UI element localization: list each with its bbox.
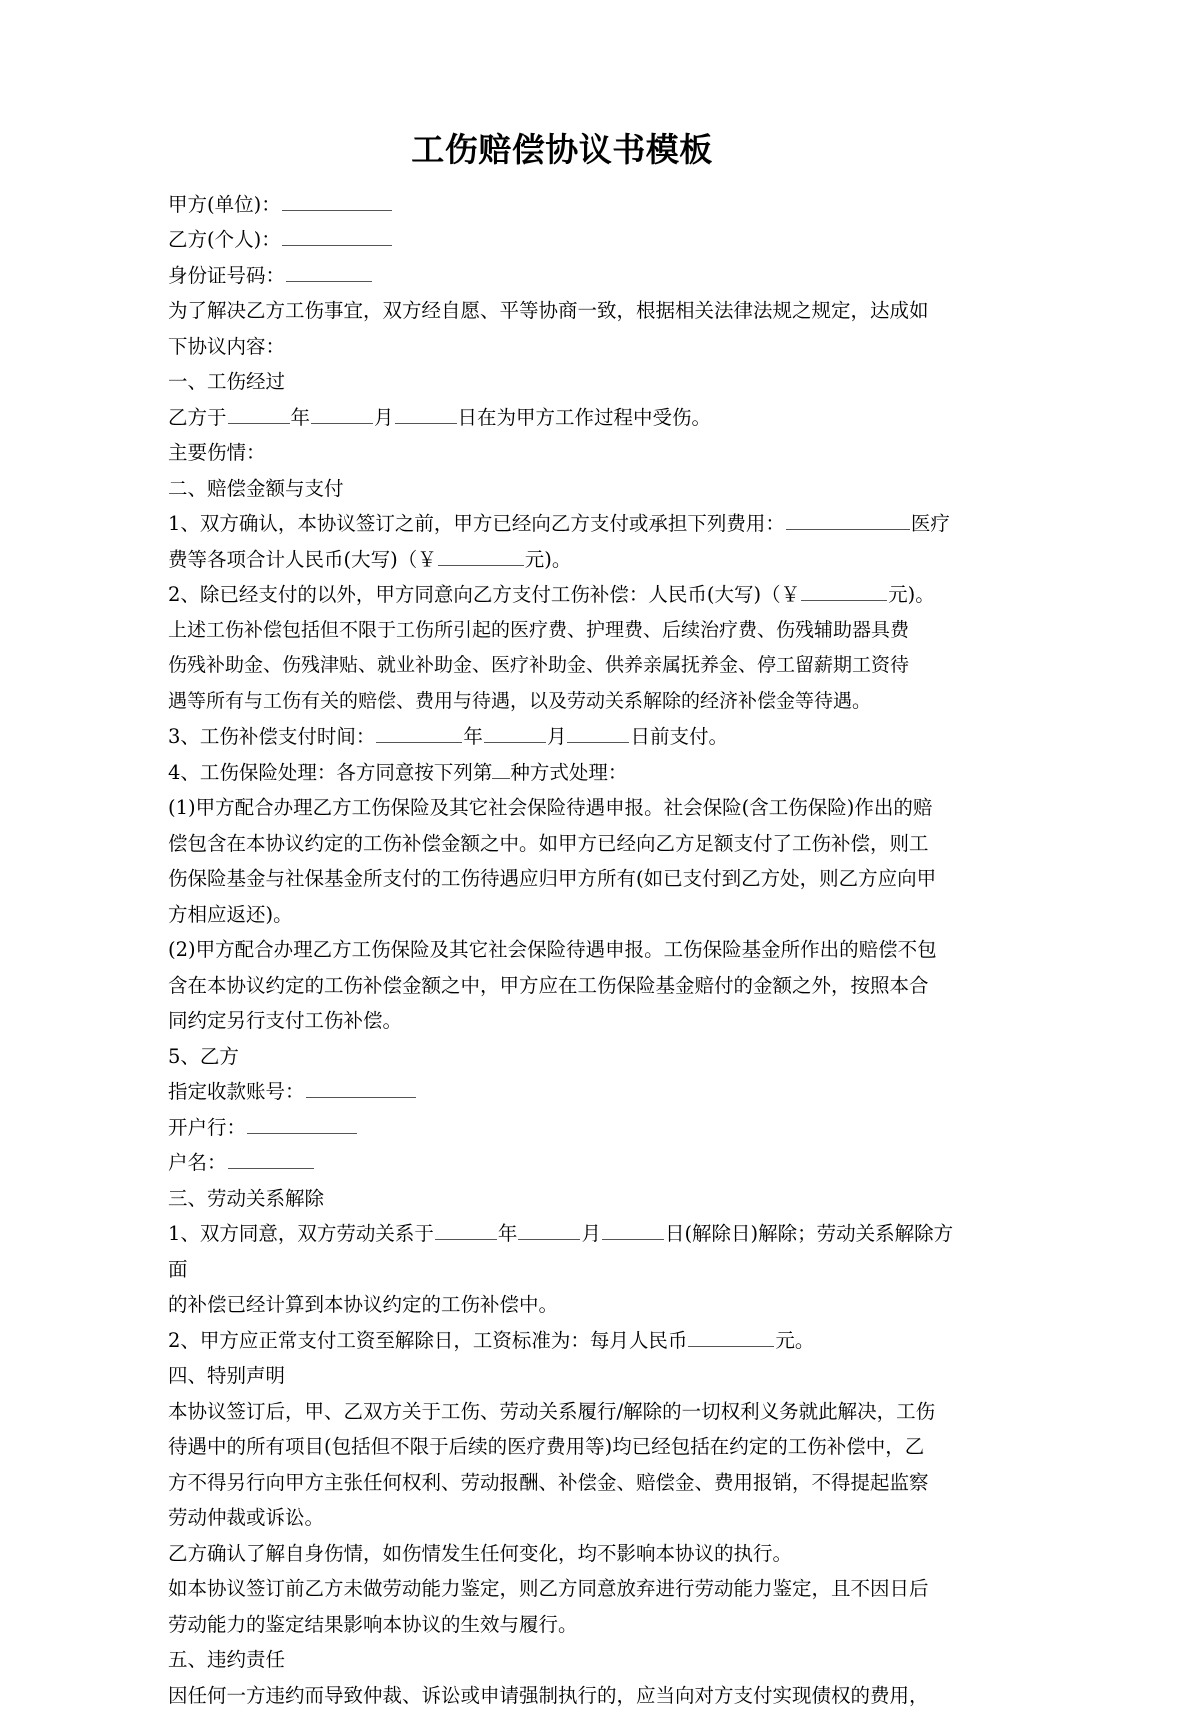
fill-in-blank[interactable] xyxy=(286,261,372,282)
text-run: 1、双方同意，双方劳动关系于 xyxy=(168,1222,434,1246)
text-run: 指定收款账号： xyxy=(168,1080,305,1104)
doc-line-id-number xyxy=(168,258,956,294)
text-run: 同约定另行支付工伤补偿。 xyxy=(168,1009,403,1033)
fill-in-blank[interactable] xyxy=(395,403,457,424)
doc-line-sec-4-p3-a xyxy=(168,1571,956,1607)
text-run: 如本协议签订前乙方未做劳动能力鉴定，则乙方同意放弃进行劳动能力鉴定，且不因日后 xyxy=(168,1577,929,1601)
text-run: 医疗 xyxy=(910,512,950,536)
text-run: 4、工伤保险处理：各方同意按下列第 xyxy=(168,760,493,784)
doc-line-sec-4-p1-d xyxy=(168,1500,956,1536)
fill-in-blank[interactable] xyxy=(306,1077,416,1098)
text-run: 户名： xyxy=(168,1151,227,1175)
doc-line-sec-4-p3-b xyxy=(168,1607,956,1643)
doc-line-sec-5-p1 xyxy=(168,1678,956,1713)
doc-line-sec-3-item2 xyxy=(168,1323,956,1359)
text-run: 元。 xyxy=(775,1328,815,1352)
document-text-block xyxy=(168,187,956,1713)
fill-in-blank[interactable] xyxy=(228,403,290,424)
text-run: (1)甲方配合办理乙方工伤保险及其它社会保险待遇申报。社会保险(含工伤保险)作出的赔 xyxy=(168,796,933,820)
text-run: 待遇中的所有项目(包括但不限于后续的医疗费用等)均已经包括在约定的工伤补偿中，乙 xyxy=(168,1435,925,1459)
doc-line-sec-3-item1-b xyxy=(168,1287,956,1323)
text-run: 主要伤情： xyxy=(168,441,266,465)
text-run: 方相应返还)。 xyxy=(168,902,293,926)
doc-line-opt2-c xyxy=(168,1003,956,1039)
text-run: 年 xyxy=(290,405,311,429)
text-run: 上述工伤补偿包括但不限于工伤所引起的医疗费、护理费、后续治疗费、伤残辅助器具费 xyxy=(168,618,910,641)
text-run: 三、劳动关系解除 xyxy=(168,1186,325,1210)
doc-line-opt1-a xyxy=(168,790,956,826)
text-run: 元)。 xyxy=(888,583,935,607)
text-run: 乙方确认了解自身伤情，如伤情发生任何变化，均不影响本协议的执行。 xyxy=(168,1541,793,1565)
text-run: 身份证号码： xyxy=(168,263,286,287)
fill-in-blank[interactable] xyxy=(282,225,392,246)
doc-line-opt1-b xyxy=(168,826,956,862)
fill-in-blank[interactable] xyxy=(376,722,462,743)
text-run: 一、工伤经过 xyxy=(168,370,286,394)
text-run: 乙方(个人)： xyxy=(168,228,281,252)
fill-in-blank[interactable] xyxy=(228,1148,314,1169)
doc-line-opt2-b xyxy=(168,968,956,1004)
doc-line-sec-2-item2-a xyxy=(168,577,956,613)
text-run: 的补偿已经计算到本协议约定的工伤补偿中。 xyxy=(168,1293,559,1317)
text-run: 本协议签订后，甲、乙双方关于工伤、劳动关系履行/解除的一切权利义务就此解决，工伤 xyxy=(168,1399,936,1423)
doc-line-sec-3-heading xyxy=(168,1181,956,1217)
text-run: 费等各项合计人民币(大写)（￥ xyxy=(168,547,437,571)
text-run: 为了解决乙方工伤事宜，双方经自愿、平等协商一致，根据相关法律法规之规定，达成如 xyxy=(168,299,929,323)
doc-line-party-b xyxy=(168,222,956,258)
fill-in-blank[interactable] xyxy=(801,580,887,601)
doc-line-opt1-c xyxy=(168,861,956,897)
doc-line-sec-2-item4 xyxy=(168,755,956,791)
doc-line-sec-4-heading xyxy=(168,1358,956,1394)
doc-line-sec-2-item2-b xyxy=(168,613,956,649)
fill-in-blank[interactable] xyxy=(786,509,910,530)
fill-in-blank[interactable] xyxy=(282,190,392,211)
fill-in-blank[interactable] xyxy=(484,722,546,743)
doc-line-sec-1-injury xyxy=(168,435,956,471)
text-run: 5、乙方 xyxy=(168,1044,239,1068)
doc-line-sec-5-heading xyxy=(168,1642,956,1678)
doc-line-sec-4-p1-b xyxy=(168,1429,956,1465)
text-run: 劳动仲裁或诉讼。 xyxy=(168,1506,325,1530)
fill-in-blank[interactable] xyxy=(602,1219,664,1240)
doc-line-sec-2-item2-c xyxy=(168,648,956,684)
fill-in-blank[interactable] xyxy=(438,545,524,566)
fill-in-blank[interactable] xyxy=(247,1113,357,1134)
text-run: 二、赔偿金额与支付 xyxy=(168,476,344,500)
text-run: 偿包含在本协议约定的工伤补偿金额之中。如甲方已经向乙方足额支付了工伤补偿，则工 xyxy=(168,831,929,855)
doc-line-sec-2-item3 xyxy=(168,719,956,755)
doc-line-sec-4-p1-c xyxy=(168,1465,956,1501)
doc-line-sec-2-item1-a xyxy=(168,506,956,542)
text-run: 2、除已经支付的以外，甲方同意向乙方支付工伤补偿：人民币(大写)（￥ xyxy=(168,583,801,607)
text-run: 含在本协议约定的工伤补偿金额之中，甲方应在工伤保险基金赔付的金额之外，按照本合 xyxy=(168,973,929,997)
text-run: 年 xyxy=(463,725,483,749)
doc-line-opt2-a xyxy=(168,932,956,968)
text-run: 月 xyxy=(546,725,567,749)
text-run: 年 xyxy=(497,1222,518,1246)
text-run: 四、特别声明 xyxy=(168,1364,286,1388)
fill-in-blank[interactable] xyxy=(688,1326,774,1347)
document-body xyxy=(168,128,956,1713)
text-run: 乙方于 xyxy=(168,405,227,429)
page-title: 工伤赔偿协议书模板 xyxy=(411,130,713,169)
doc-line-preamble-1 xyxy=(168,293,956,329)
text-run: 种方式处理： xyxy=(510,760,628,784)
text-run: 开户行： xyxy=(168,1115,247,1139)
text-run: 遇等所有与工伤有关的赔偿、费用与待遇，以及劳动关系解除的经济补偿金等待遇。 xyxy=(168,689,872,712)
text-run: 日前支付。 xyxy=(630,725,728,749)
doc-line-sec-4-p1-a xyxy=(168,1394,956,1430)
text-run: 甲方(单位)： xyxy=(168,192,281,216)
doc-line-bank-name xyxy=(168,1110,956,1146)
doc-line-sec-4-p2 xyxy=(168,1536,956,1572)
doc-line-sec-2-item1-b xyxy=(168,542,956,578)
text-run: 元)。 xyxy=(524,547,572,571)
text-run: 月 xyxy=(581,1222,601,1246)
doc-line-sec-2-item5 xyxy=(168,1039,956,1075)
doc-line-sec-2-heading xyxy=(168,471,956,507)
fill-in-blank[interactable] xyxy=(311,403,373,424)
text-run: 日在为甲方工作过程中受伤。 xyxy=(457,405,712,429)
text-run: 伤残补助金、伤残津贴、就业补助金、医疗补助金、供养亲属抚养金、停工留薪期工资待 xyxy=(168,654,910,677)
fill-in-blank[interactable] xyxy=(518,1219,580,1240)
fill-in-blank-char[interactable] xyxy=(492,762,510,779)
doc-line-preamble-2 xyxy=(168,329,956,365)
text-run: 劳动能力的鉴定结果影响本协议的生效与履行。 xyxy=(168,1612,578,1636)
doc-line-account-no xyxy=(168,1074,956,1110)
fill-in-blank[interactable] xyxy=(567,722,629,743)
text-run: 伤保险基金与社保基金所支付的工伤待遇应归甲方所有(如已支付到乙方处，则乙方应向甲 xyxy=(168,867,937,891)
doc-line-sec-1-date xyxy=(168,400,956,436)
doc-line-party-a xyxy=(168,187,956,223)
text-run: 3、工伤补偿支付时间： xyxy=(168,725,376,749)
doc-line-sec-1-heading xyxy=(168,364,956,400)
text-run: 1、双方确认，本协议签订之前，甲方已经向乙方支付或承担下列费用： xyxy=(168,512,785,536)
text-run: 因任何一方违约而导致仲裁、诉讼或申请强制执行的，应当向对方支付实现债权的费用， xyxy=(168,1683,929,1707)
doc-line-sec-2-item2-d xyxy=(168,684,956,720)
text-run: 五、违约责任 xyxy=(168,1648,286,1672)
text-run: 日(解除日)解除；劳动关系解除方面 xyxy=(168,1222,954,1281)
doc-line-opt1-d xyxy=(168,897,956,933)
text-run: (2)甲方配合办理乙方工伤保险及其它社会保险待遇申报。工伤保险基金所作出的赔偿不包 xyxy=(168,938,937,962)
text-run: 下协议内容： xyxy=(168,334,286,358)
doc-line-account-holder xyxy=(168,1145,956,1181)
text-run: 2、甲方应正常支付工资至解除日，工资标准为：每月人民币 xyxy=(168,1328,688,1352)
text-run: 方不得另行向甲方主张任何权利、劳动报酬、补偿金、赔偿金、费用报销，不得提起监察 xyxy=(168,1470,929,1494)
text-run: 月 xyxy=(374,405,394,429)
doc-line-sec-3-item1-a xyxy=(168,1216,956,1287)
fill-in-blank[interactable] xyxy=(435,1219,497,1240)
